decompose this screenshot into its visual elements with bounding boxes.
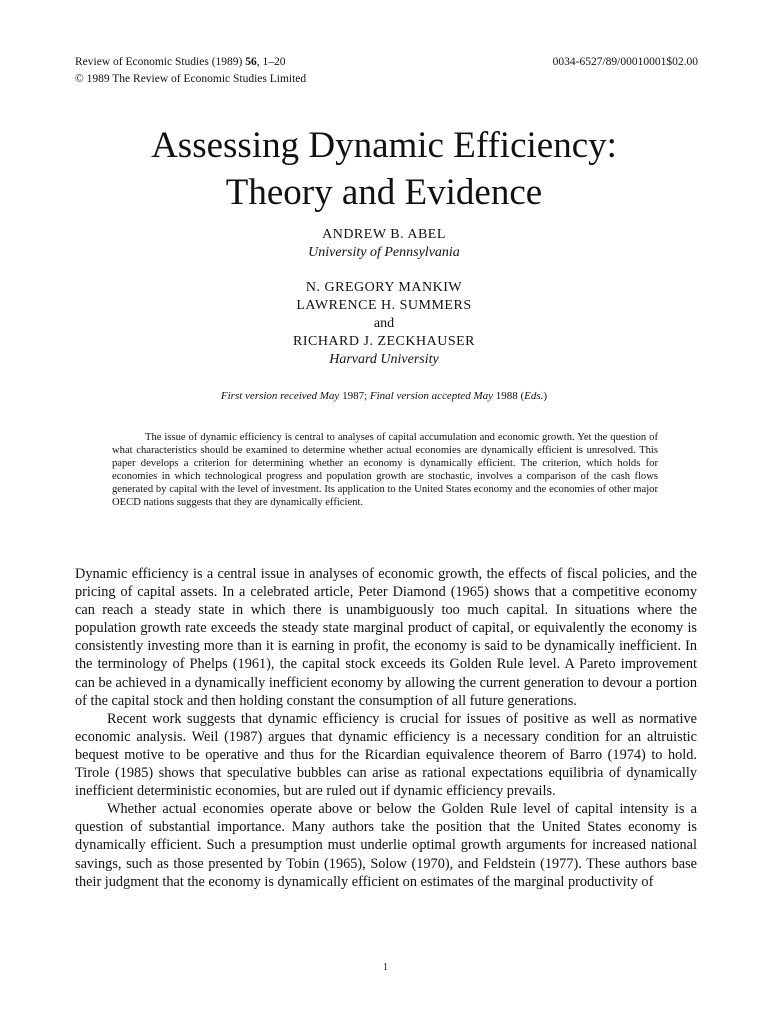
issn-code: 0034-6527/89/00010001$02.00 <box>552 56 698 68</box>
page-number: 1 <box>383 962 388 973</box>
author-block <box>0 226 768 369</box>
received-dates <box>0 388 768 404</box>
author-zeckhauser: RICHARD J. ZECKHAUSER <box>292 334 475 349</box>
author-summers: LAWRENCE H. SUMMERS <box>296 298 472 313</box>
title-line-1: Assessing Dynamic Efficiency: <box>151 125 617 166</box>
first-version-label: First version received May <box>220 390 340 402</box>
paper-title <box>0 122 768 216</box>
running-header <box>75 54 306 88</box>
author-abel: ANDREW B. ABEL <box>322 227 446 242</box>
paragraph-2: Recent work suggests that dynamic efficiency is crucial for issues of positive as well as normative economic analysis. Weil (1987) argues that dynamic efficiency is a necessary condition for an altruistic bequest motive to be operative and thus for the Ricardian equivalence theorem of Barro (1974) to hold. Tirole (1985) shows that speculative bubbles can arise as rational expectations equilibria of dynamically inefficient deterministic economies, but are ruled out if dynamic efficiency prevails. <box>75 710 697 800</box>
first-version-year: 1987; <box>339 390 370 402</box>
abstract: The issue of dynamic efficiency is central to analyses of capital accumulation and economic growth. Yet the question of what characteristics should be examined to determine whether actual economies are dynamically efficient is unresolved. This paper develops a criterion for determining whether an economy is dynamically efficient. The criterion, which holds for economies in which technological progress and population growth are stochastic, involves a comparison of the cash flows generated by capital with the level of investment. Its application to the United States economy and the economies of other major OECD nations suggests that they are dynamically efficient. <box>112 432 658 509</box>
paragraph-1: Dynamic efficiency is a central issue in analyses of economic growth, the effects of fiscal policies, and the pricing of capital assets. In a celebrated article, Peter Diamond (1965) shows that a competitive economy can reach a steady state in which there is unambiguously too much capital. In situations where the population growth rate exceeds the steady state marginal product of capital, or equivalently the economy is consistently investing more than it is earning in profit, the economy is said to be dynamically inefficient. In the terminology of Phelps (1961), the capital stock exceeds its Golden Rule level. A Pareto improvement can be achieved in a dynamically inefficient economy by allowing the current generation to devour a portion of the capital stock and then holding constant the consumption of all future generations. <box>75 566 697 709</box>
author-conjunction: and <box>373 316 395 331</box>
title-line-2: Theory and Evidence <box>225 172 543 213</box>
final-version-year: 1988 ( <box>493 390 525 402</box>
editors-label: Eds. <box>524 390 544 402</box>
page-range: , 1–20 <box>256 56 286 68</box>
affiliation-harvard: Harvard University <box>329 352 439 367</box>
copyright-line: © 1989 The Review of Economic Studies Limited <box>75 73 307 85</box>
journal-name: Review of Economic Studies (1989) <box>75 56 246 68</box>
closing-paren: ) <box>543 390 548 402</box>
author-mankiw: N. GREGORY MANKIW <box>305 280 463 295</box>
affiliation-penn: University of Pennsylvania <box>308 245 460 260</box>
journal-citation <box>75 54 306 71</box>
paragraph-3: Whether actual economies operate above or below the Golden Rule level of capital intensity is a question of substantial importance. Many authors take the position that the United States economy is dynamically efficient. Such a presumption must underlie optimal growth arguments for increased national savings, such as those presented by Tobin (1965), Solow (1970), and Feldstein (1977). These authors base their judgment that the economy is dynamically efficient on estimates of the marginal productivity of <box>75 801 697 890</box>
volume-number: 56 <box>245 56 257 68</box>
final-version-label: Final version accepted May <box>369 390 493 402</box>
body-text <box>75 565 697 891</box>
